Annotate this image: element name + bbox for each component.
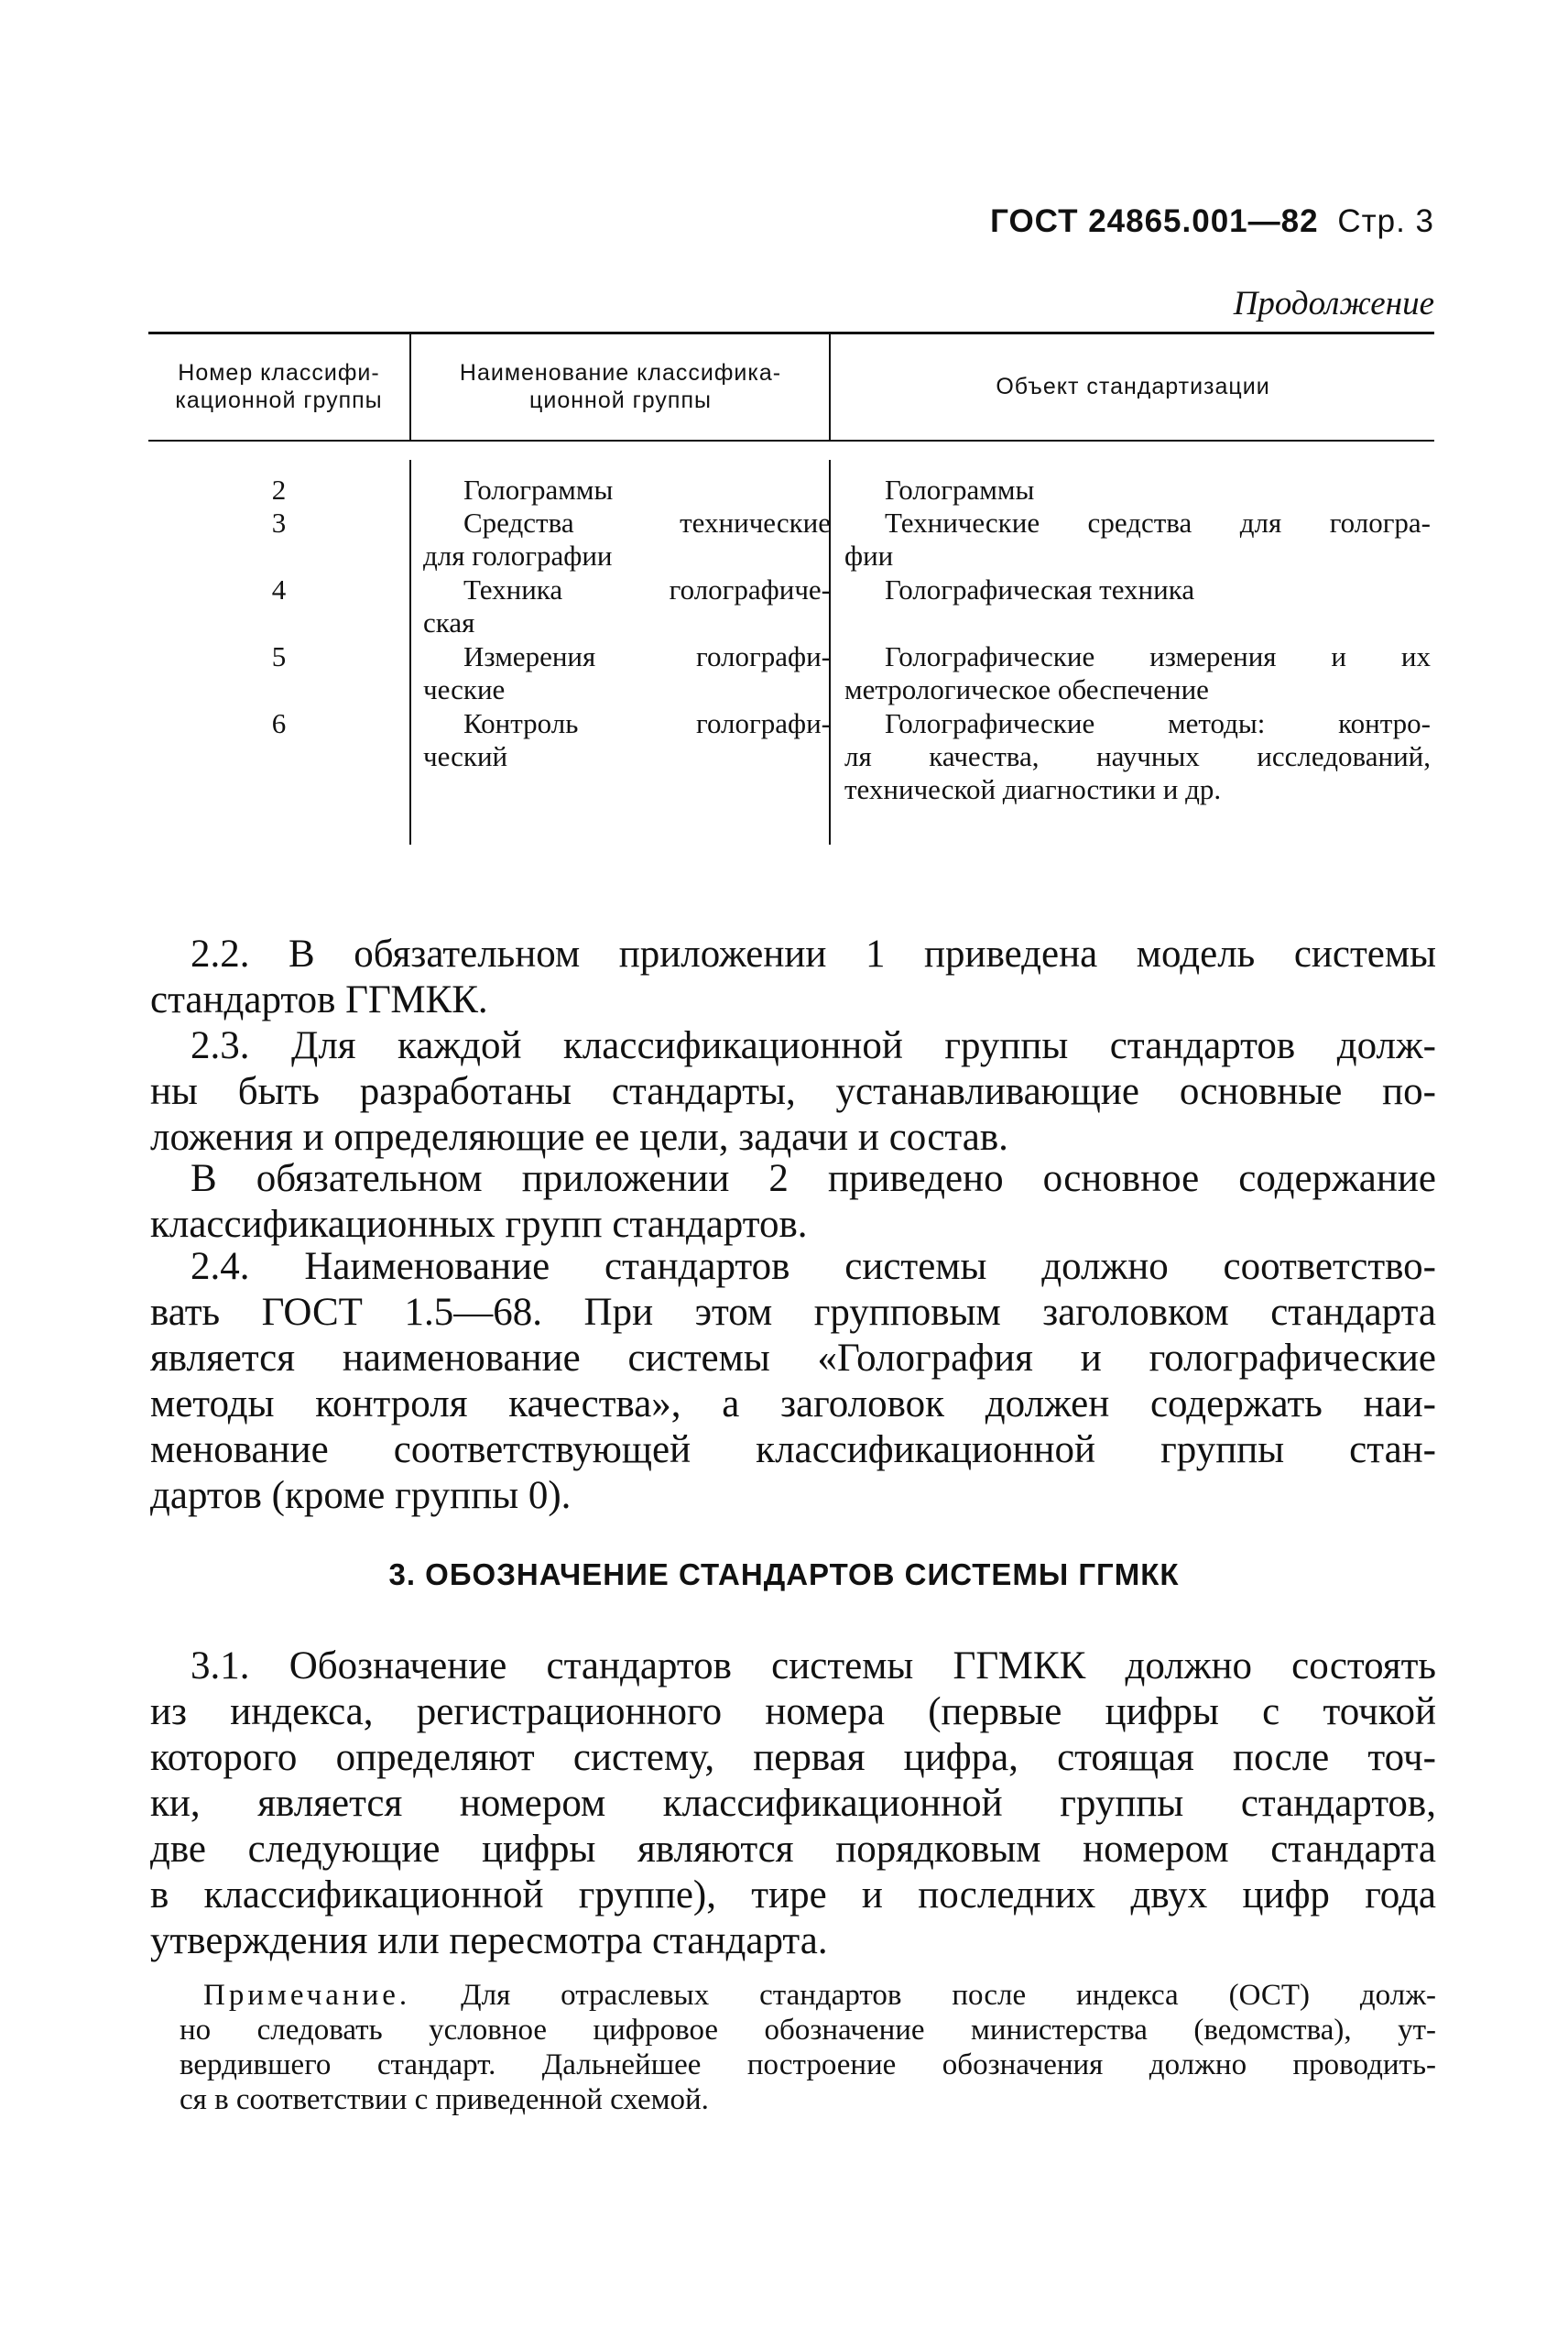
header-col-name-line-1: Наименование классифика- <box>459 360 782 386</box>
row-6-object-line-3: технической диагностики и др. <box>844 773 1222 805</box>
paragraph-3-1 <box>150 1643 1436 1964</box>
row-4-name-line-2: ская <box>423 606 475 639</box>
note-label: Примечание. <box>203 1979 411 2012</box>
p31-line-7: утверждения или пересмотра стандарта. <box>150 1919 828 1962</box>
p24-line-3: является наименование системы «Голография и голографические <box>150 1337 1436 1380</box>
p22-line-2: стандартов ГГМКК. <box>150 978 488 1021</box>
table-top-rule <box>148 332 1434 334</box>
row-4-object-line-1: Голографическая техника <box>885 573 1195 606</box>
row-4-name <box>423 573 831 639</box>
paragraph-2-3-appendix <box>150 1156 1436 1248</box>
row-4-name-line-1: Техника голографиче- <box>463 573 831 606</box>
note-line-1-text: Для отраслевых стандартов после индекса (ОСТ) долж- <box>461 1979 1437 2012</box>
p24-line-1: 2.4. Наименование стандартов системы должно соответство- <box>191 1245 1436 1288</box>
row-6-object <box>844 707 1431 806</box>
row-5-object-line-2: метрологическое обеспечение <box>844 673 1209 705</box>
row-2-object-line-1: Голограммы <box>885 474 1035 506</box>
row-3-object <box>844 507 1431 573</box>
table-header-rule <box>148 440 1434 442</box>
row-6-object-line-1: Голографические методы: контро- <box>885 707 1431 739</box>
header-page: Стр. 3 <box>1337 203 1434 239</box>
p24-line-6: дартов (кроме группы 0). <box>150 1474 572 1517</box>
classification-table <box>148 332 1434 845</box>
row-5-object-line-1: Голографические измерения и их <box>885 640 1431 672</box>
note-line-3: вердившего стандарт. Дальнейшее построение обозначения должно проводить- <box>180 2048 1436 2081</box>
p24-line-4: методы контроля качества», а заголовок должен содержать наи- <box>150 1382 1436 1425</box>
p24-line-2: вать ГОСТ 1.5—68. При этом групповым заголовком стандарта <box>150 1291 1436 1334</box>
row-3-object-line-1: Технические средства для гологра- <box>885 507 1431 539</box>
row-5-number: 5 <box>271 640 287 672</box>
p31-line-3: которого определяют систему, первая цифра, стоящая после точ- <box>150 1736 1436 1779</box>
row-3-name-line-2: для голографии <box>423 540 613 572</box>
header-col-number-line-1: Номер классифи- <box>178 360 380 386</box>
note-block <box>180 1978 1437 2117</box>
table-vline-2 <box>829 332 831 440</box>
header-col-name-line-2: ционной группы <box>529 388 712 413</box>
header-col-number <box>148 359 409 414</box>
paragraph-2-4 <box>150 1244 1436 1519</box>
row-4-object <box>844 573 1431 606</box>
paragraph-2-2 <box>150 932 1436 1023</box>
row-3-name <box>423 507 831 573</box>
table-vline-1-body <box>409 460 411 845</box>
table-vline-1 <box>409 332 411 440</box>
row-6-name-line-1: Контроль голографи- <box>463 707 831 739</box>
header-gost: ГОСТ <box>990 203 1079 239</box>
p24-line-5: менование соответствующей классификационной группы стан- <box>150 1428 1436 1471</box>
row-2-name-line-1: Голограммы <box>463 474 614 506</box>
section-3-heading: 3. ОБОЗНАЧЕНИЕ СТАНДАРТОВ СИСТЕМЫ ГГМКК <box>388 1557 1180 1591</box>
continuation-label: Продолжение <box>1233 285 1434 322</box>
header-col-name <box>412 359 829 414</box>
row-5-name-line-2: ческие <box>423 673 506 705</box>
row-6-name <box>423 707 831 773</box>
row-6-number: 6 <box>271 707 287 739</box>
paragraph-2-3 <box>150 1023 1436 1161</box>
row-2-number: 2 <box>271 474 287 506</box>
row-5-name-line-1: Измерения голографи- <box>463 640 831 672</box>
p23-line-1: 2.3. Для каждой классификационной группы стандартов долж- <box>191 1024 1436 1067</box>
row-6-name-line-2: ческий <box>423 740 508 772</box>
p23b-line-2: классификационных групп стандартов. <box>150 1203 808 1246</box>
p31-line-5: две следующие цифры являются порядковым номером стандарта <box>150 1828 1436 1871</box>
note-line-1 <box>203 1978 1436 2013</box>
page-header <box>990 203 1434 240</box>
row-6-object-line-2: ля качества, научных исследований, <box>844 740 1431 772</box>
header-number: 24865.001—82 <box>1088 203 1319 239</box>
p31-line-4: ки, является номером классификационной группы стандартов, <box>150 1782 1436 1825</box>
row-3-name-line-1: Средства технические <box>463 507 831 539</box>
row-5-object <box>844 640 1431 706</box>
row-3-object-line-2: фии <box>844 540 894 572</box>
header-col-number-line-2: кационной группы <box>175 388 383 413</box>
row-5-name <box>423 640 831 706</box>
p31-line-6: в классификационной группе), тире и последних двух цифр года <box>150 1873 1436 1916</box>
p23-line-3: ложения и определяющие ее цели, задачи и состав. <box>150 1116 1008 1159</box>
p23-line-2: ны быть разработаны стандарты, устанавливающие основные по- <box>150 1070 1436 1113</box>
row-3-number: 3 <box>271 507 287 539</box>
header-col-object: Объект стандартизации <box>996 374 1270 399</box>
note-line-2: но следовать условное цифровое обозначение министерства (ведомства), ут- <box>180 2014 1436 2047</box>
p31-line-2: из индекса, регистрационного номера (первые цифры с точкой <box>150 1690 1436 1733</box>
row-2-object <box>844 474 1431 507</box>
note-line-4: ся в соответствии с приведенной схемой. <box>180 2083 709 2116</box>
p23b-line-1: В обязательном приложении 2 приведено основное содержание <box>191 1157 1436 1200</box>
row-4-number: 4 <box>271 573 287 606</box>
p31-line-1: 3.1. Обозначение стандартов системы ГГМКК должно состоять <box>191 1644 1436 1687</box>
row-2-name <box>423 474 831 507</box>
p22-line-1: 2.2. В обязательном приложении 1 приведена модель системы <box>191 933 1436 976</box>
